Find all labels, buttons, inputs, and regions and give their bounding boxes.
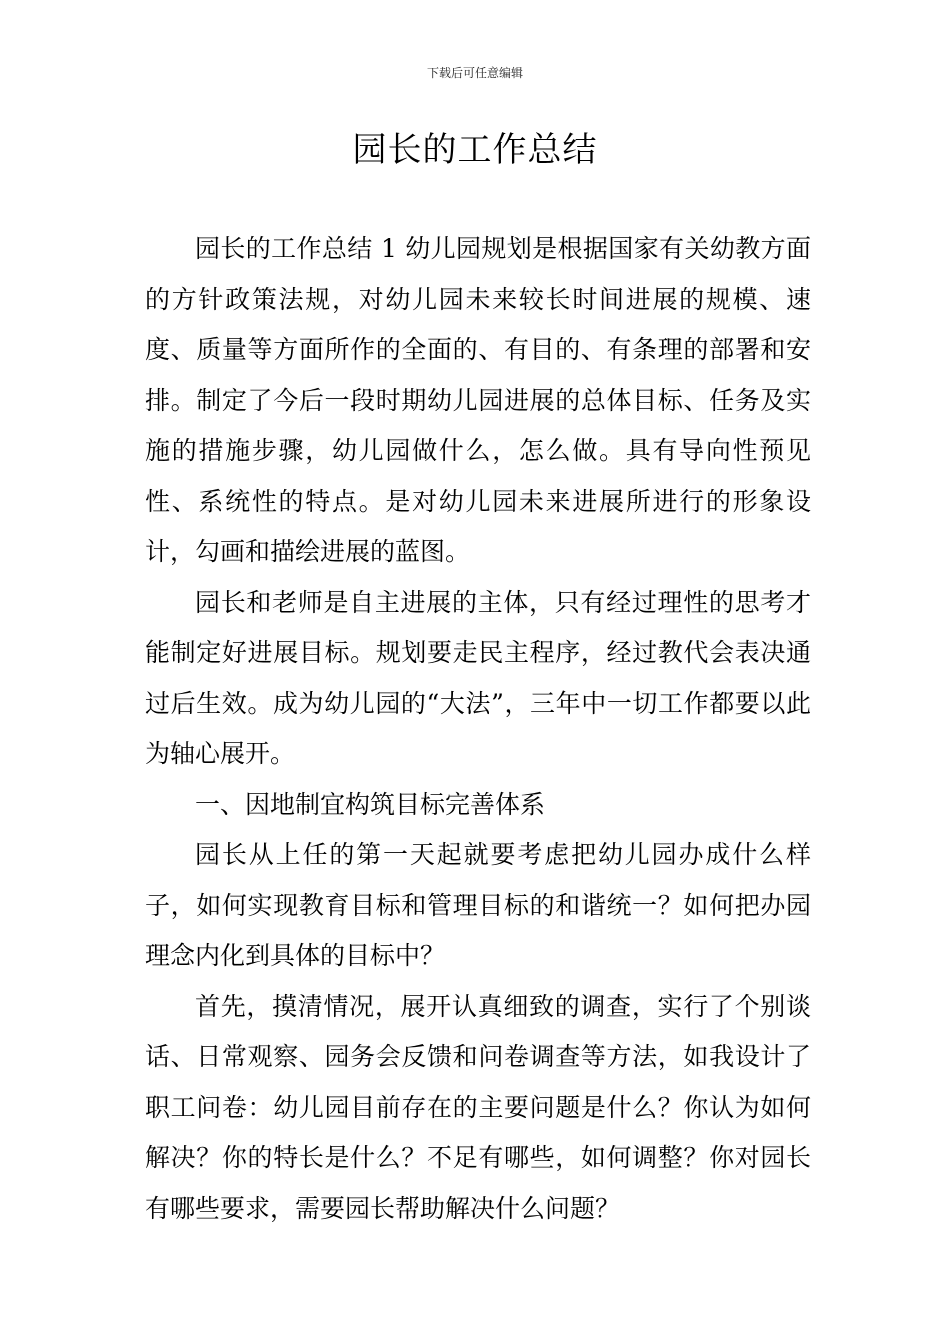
paragraph-intro: 园长的工作总结 1 幼儿园规划是根据国家有关幼教方面的方针政策法规，对幼儿园未来较长时间进展的规模、速度、质量等方面所作的全面的、有目的、有条理的部署和安排。制定了今后一段时期幼儿园进展的总体目标、任务及实施的措施步骤，幼儿园做什么，怎么做。具有导向性预见性、系统性的特点。是对幼儿园未来进展所进行的形象设计，勾画和描绘进展的蓝图。 xyxy=(145,234,811,566)
document-body xyxy=(145,224,811,1234)
document-title: 园长的工作总结 xyxy=(352,130,598,170)
paragraph-subject: 园长和老师是自主进展的主体，只有经过理性的思考才能制定好进展目标。规划要走民主程序，经过教代会表决通过后生效。成为幼儿园的“大法”，三年中一切工作都要以此为轴心展开。 xyxy=(145,587,811,768)
paragraph-goals: 园长从上任的第一天起就要考虑把幼儿园办成什么样子，如何实现教育目标和管理目标的和谐统一？如何把办园理念内化到具体的目标中？ xyxy=(145,840,811,970)
section-heading-1: 一、因地制宜构筑目标完善体系 xyxy=(195,789,546,819)
header-note: 下载后可任意编辑 xyxy=(426,66,523,80)
paragraph-survey: 首先，摸清情况，展开认真细致的调查，实行了个别谈话、日常观察、园务会反馈和问卷调查等方法，如我设计了职工问卷：幼儿园目前存在的主要问题是什么？你认为如何解决？你的特长是什么？不足有哪些，如何调整？你对园长有哪些要求，需要园长帮助解决什么问题？ xyxy=(145,991,811,1223)
